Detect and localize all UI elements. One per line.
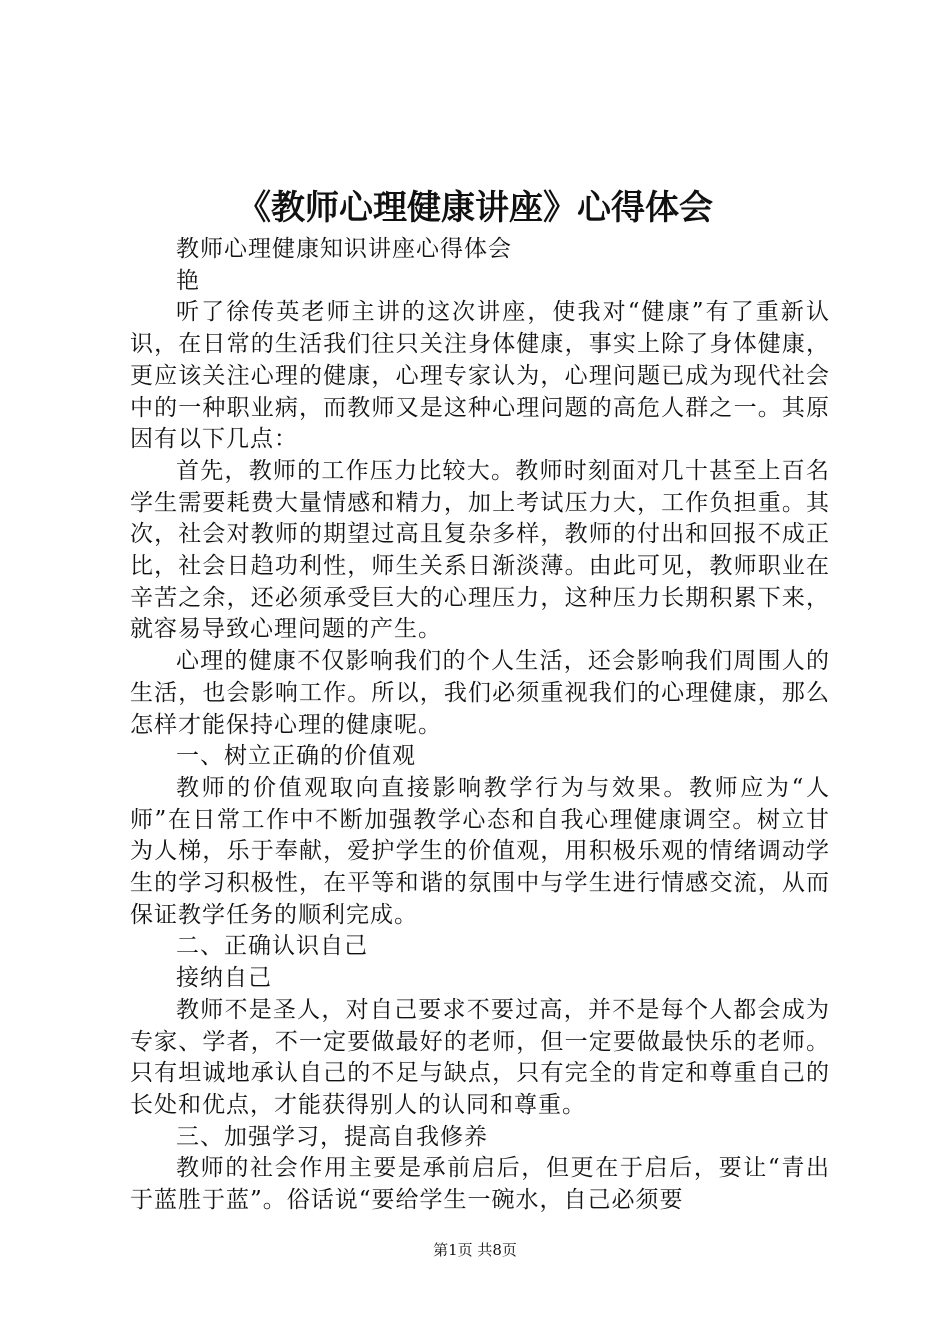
- document-title: 《教师心理健康讲座》心得体会: [237, 188, 713, 228]
- heading-section-2-cont: 接纳自己: [176, 965, 272, 992]
- paragraph-intro: 听了徐传英老师主讲的这次讲座，使我对“健康”有了重新认识，在日常的生活我们往只关注身体健康，事实上除了身体健康，更应该关注心理的健康，心理专家认为，心理问题已成为现代社会中的一种职业病，而教师又是这种心理问题的高危人群之一。其原因有以下几点：: [130, 299, 830, 453]
- page-number: 第1页 共8页: [433, 1241, 517, 1259]
- document-body: [130, 234, 830, 1217]
- heading-section-3: 三、加强学习，提高自我修养: [176, 1123, 488, 1150]
- paragraph-section-3: 教师的社会作用主要是承前启后，但更在于启后，要让“青出于蓝胜于蓝”。俗话说“要给学生一碗水，自己必须要: [130, 1155, 830, 1214]
- paragraph-reasons: 首先，教师的工作压力比较大。教师时刻面对几十甚至上百名学生需要耗费大量情感和精力，加上考试压力大，工作负担重。其次，社会对教师的期望过高且复杂多样，教师的付出和回报不成正比，社会日趋功利性，师生关系日渐淡薄。由此可见，教师职业在辛苦之余，还必须承受巨大的心理压力，这种压力长期积累下来，就容易导致心理问题的产生。: [130, 457, 830, 643]
- paragraph-subtitle: 教师心理健康知识讲座心得体会: [176, 236, 512, 262]
- heading-section-2: 二、正确认识自己: [176, 933, 368, 960]
- paragraph-section-2: 教师不是圣人，对自己要求不要过高，并不是每个人都会成为专家、学者，不一定要做最好的老师，但一定要做最快乐的老师。只有坦诚地承认自己的不足与缺点，只有完全的肯定和尊重自己的长处和优点，才能获得别人的认同和尊重。: [130, 996, 830, 1118]
- paragraph-importance: 心理的健康不仅影响我们的个人生活，还会影响我们周围人的生活，也会影响工作。所以，我们必须重视我们的心理健康，那么怎样才能保持心理的健康呢。: [130, 648, 830, 738]
- paragraph-author: 艳: [176, 267, 200, 294]
- heading-section-1: 一、树立正确的价值观: [176, 743, 416, 770]
- paragraph-section-1: 教师的价值观取向直接影响教学行为与效果。教师应为“人师”在日常工作中不断加强教学心态和自我心理健康调空。树立甘为人梯，乐于奉献，爱护学生的价值观，用积极乐观的情绪调动学生的学习积极性，在平等和谐的氛围中与学生进行情感交流，从而保证教学任务的顺利完成。: [130, 774, 830, 928]
